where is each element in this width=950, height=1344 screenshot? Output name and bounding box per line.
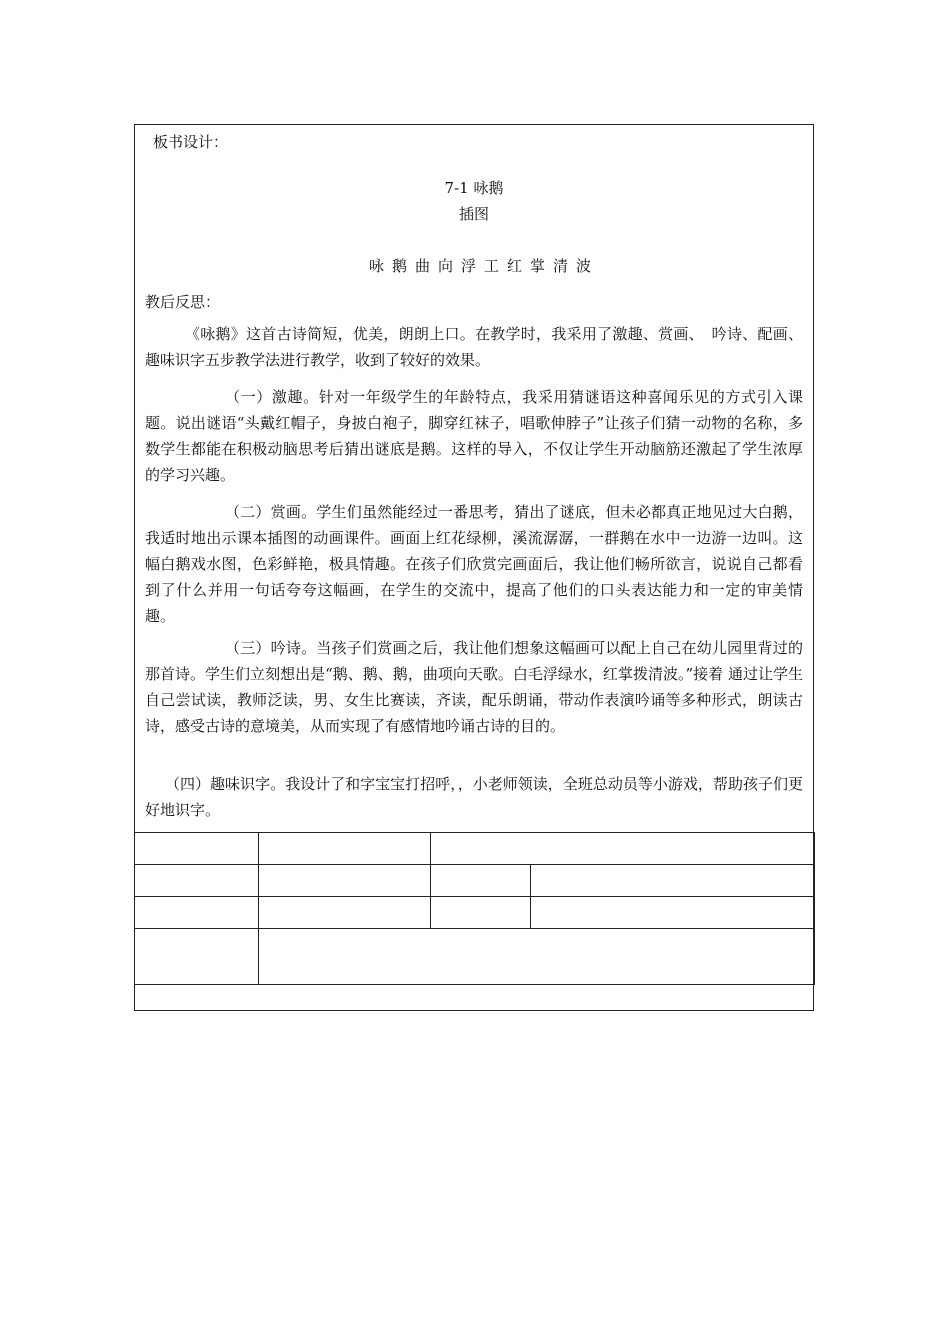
table-row (135, 833, 815, 865)
table-cell (135, 833, 259, 865)
table-cell (135, 929, 259, 985)
table-cell (431, 833, 815, 865)
table-cell (259, 929, 815, 985)
reflection-paragraph-2: （二）赏画。学生们虽然能经过一番思考，猜出了谜底，但未必都真正地见过大白鹅，我适时地出示课本插图的动画课件。画面上红花绿柳，溪流潺潺，一群鹅在水中一边游一边叫。这幅白鹅戏水图，色彩鲜艳，极具情趣。在孩子们欣赏完画面后，我让他们畅所欲言，说说自己都看到了什么并用一句话夸夸这幅画，在学生的交流中，提高了他们的口头表达能力和一定的审美情趣。 (145, 503, 803, 625)
table-cell (259, 833, 431, 865)
table-cell (431, 865, 531, 897)
lesson-plan-box (134, 124, 814, 1011)
bottom-empty-row (135, 988, 813, 1010)
table-row (135, 865, 815, 897)
board-title: 7-1 咏鹅 (444, 179, 504, 197)
reflection-paragraph-3: （三）吟诗。当孩子们赏画之后，我让他们想象这幅画可以配上自己在幼儿园里背过的那首诗。学生们立刻想出是“鹅、鹅、鹅，曲项向天歌。白毛浮绿水，红掌拨清波。”接着 通过让学生自己尝试读，教师泛读，男、女生比赛读，齐读，配乐朗诵，带动作表演吟诵等多种形式，朗读古诗，感受古诗的意境美，从而实现了有感情地吟诵古诗的目的。 (145, 639, 803, 735)
reflection-paragraph-intro: 《咏鹅》这首古诗简短，优美，朗朗上口。在教学时，我采用了激趣、赏画、 吟诗、配画、趣味识字五步教学法进行教学，收到了较好的效果。 (145, 325, 803, 369)
table-cell (431, 897, 531, 929)
board-design-label: 板书设计： (153, 133, 229, 151)
reflection-label: 教后反思： (145, 293, 221, 311)
board-keywords: 咏鹅曲向浮工红掌清波 (368, 257, 599, 275)
reflection-paragraph-1: （一）激趣。针对一年级学生的年龄特点，我采用猜谜语这种喜闻乐见的方式引入课题。说出谜语“头戴红帽子，身披白袍子，脚穿红袜子，唱歌伸脖子”让孩子们猜一动物的名称，多数学生都能在积极动脑思考后猜出谜底是鹅。这样的导入，不仅让学生开动脑筋还激起了学生浓厚的学习兴趣。 (145, 388, 803, 484)
reflection-paragraph-4: （四）趣味识字。我设计了和字宝宝打招呼，，小老师领读，全班总动员等小游戏，帮助孩子们更好地识字。 (145, 775, 803, 819)
board-subtitle: 插图 (458, 205, 489, 223)
table-cell (531, 897, 815, 929)
table-cell (259, 865, 431, 897)
empty-info-table (134, 832, 815, 985)
table-cell (259, 897, 431, 929)
table-cell (135, 897, 259, 929)
table-row (135, 929, 815, 985)
table-row (135, 897, 815, 929)
table-cell (135, 865, 259, 897)
table-cell (531, 865, 815, 897)
